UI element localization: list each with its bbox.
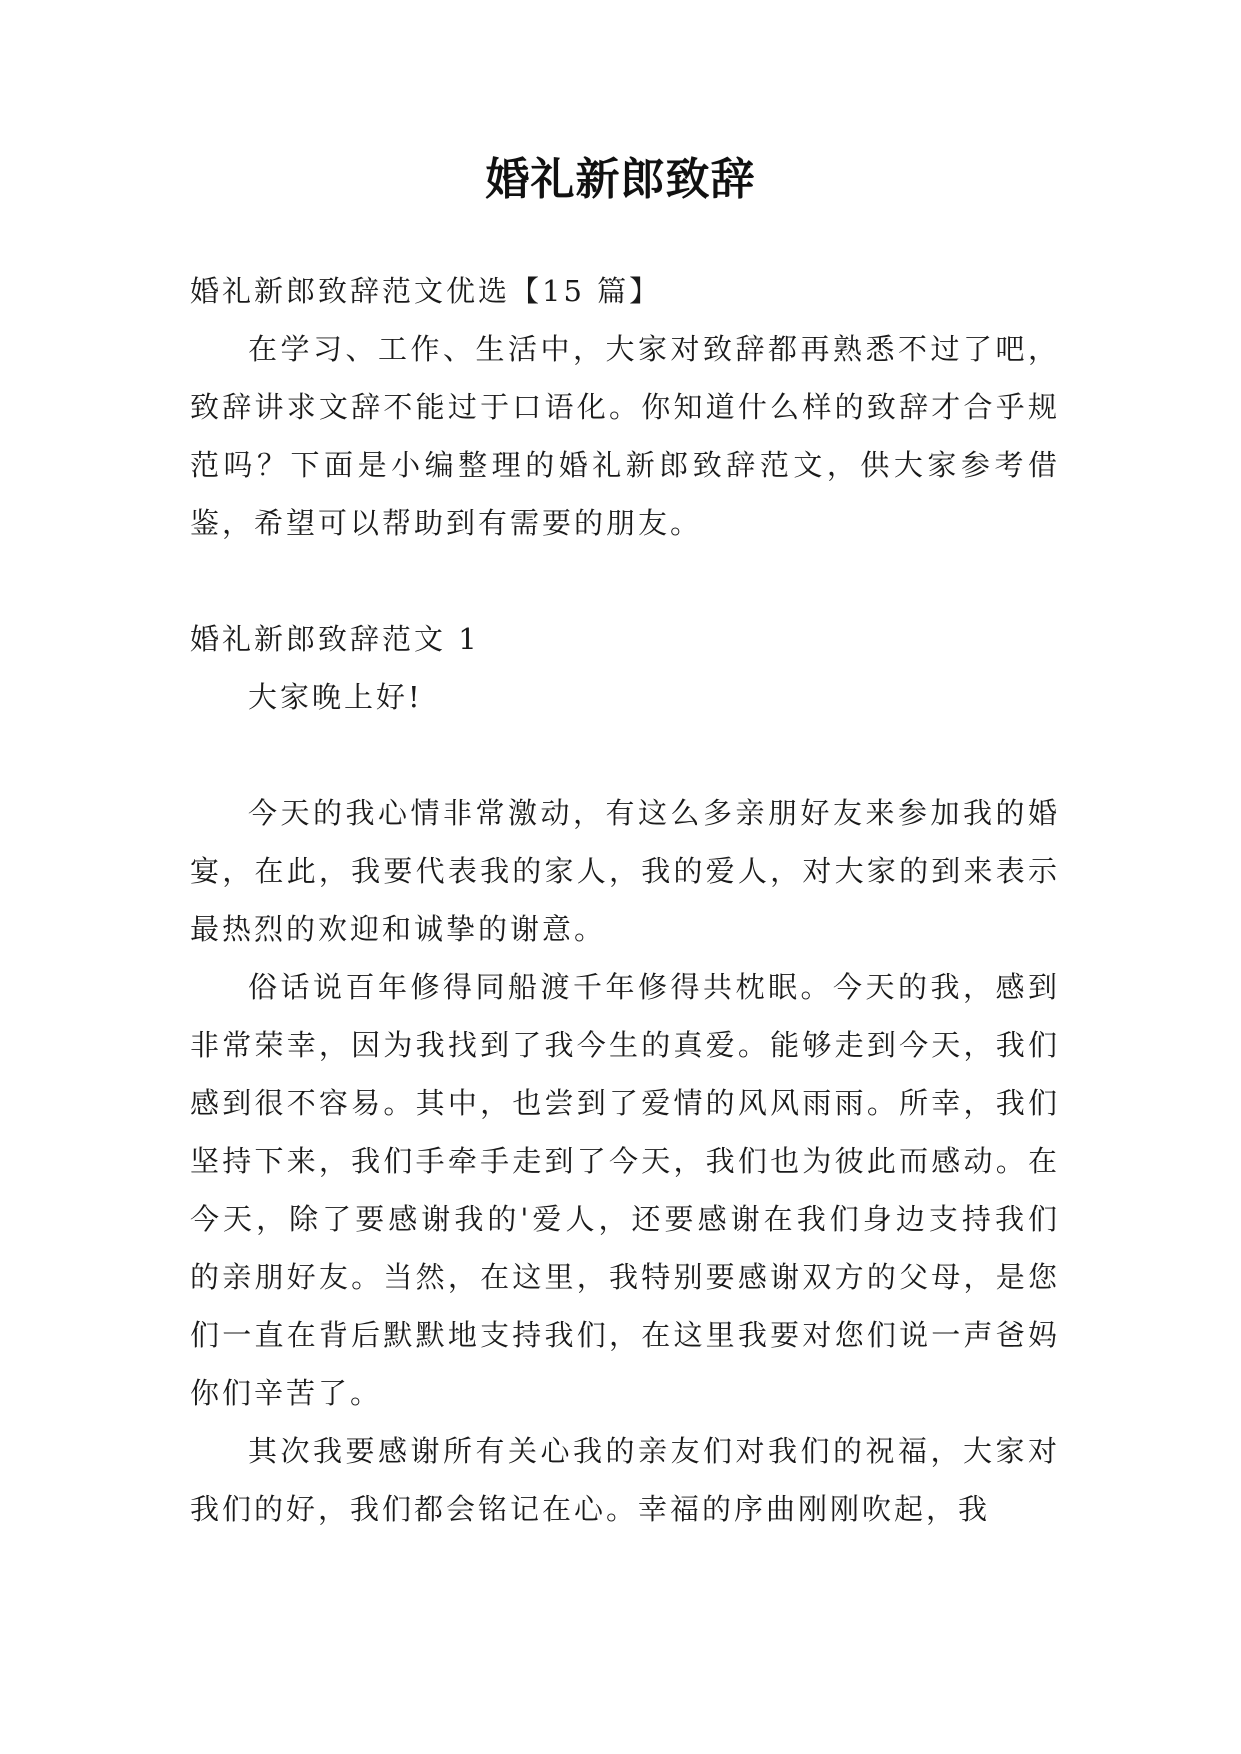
document-title: 婚礼新郎致辞 xyxy=(485,154,756,205)
spacer xyxy=(190,726,1060,784)
body-paragraph: 俗话说百年修得同船渡千年修得共枕眠。今天的我，感到非常荣幸，因为我找到了我今生的真爱。能够走到今天，我们感到很不容易。其中，也尝到了爱情的风风雨雨。所幸，我们坚持下来，我们手牵手走到了今天，我们也为彼此而感动。在今天，除了要感谢我的'爱人，还要感谢在我们身边支持我们的亲朋好友。当然，在这里，我特别要感谢双方的父母，是您们一直在背后默默地支持我们，在这里我要对您们说一声爸妈你们辛苦了。 xyxy=(190,970,1060,1410)
intro-paragraph: 在学习、工作、生活中，大家对致辞都再熟悉不过了吧，致辞讲求文辞不能过于口语化。你知道什么样的致辞才合乎规范吗？下面是小编整理的婚礼新郎致辞范文，供大家参考借鉴，希望可以帮助到有需要的朋友。 xyxy=(190,332,1060,540)
section-heading: 婚礼新郎致辞范文 1 xyxy=(190,622,480,656)
document-body xyxy=(190,262,1060,1538)
greeting-line: 大家晚上好! xyxy=(248,680,423,714)
spacer xyxy=(190,552,1060,610)
body-paragraph: 其次我要感谢所有关心我的亲友们对我们的祝福，大家对我们的好，我们都会铭记在心。幸福的序曲刚刚吹起，我 xyxy=(190,1434,1060,1526)
document-subtitle: 婚礼新郎致辞范文优选【15 篇】 xyxy=(190,274,662,308)
body-paragraph: 今天的我心情非常激动，有这么多亲朋好友来参加我的婚宴，在此，我要代表我的家人，我的爱人，对大家的到来表示最热烈的欢迎和诚挚的谢意。 xyxy=(190,796,1060,946)
